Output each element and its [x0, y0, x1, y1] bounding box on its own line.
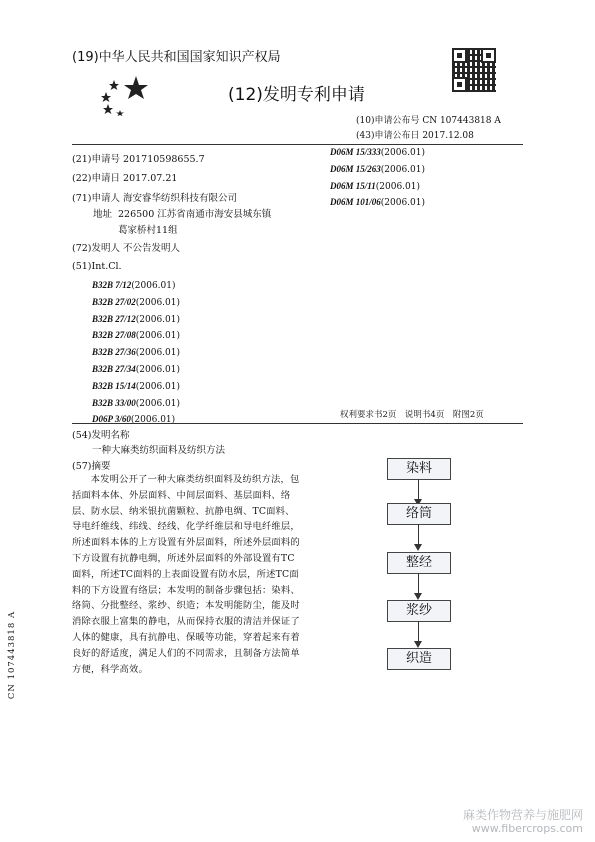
- address-line-1: 226500 江苏省南通市海安县城东镇: [118, 209, 272, 220]
- flow-step-warping: 整经: [387, 552, 451, 574]
- ipc-entry: D06M 15/263(2006.01): [330, 163, 426, 175]
- flow-step-winding: 络筒: [387, 503, 451, 525]
- stars-emblem-icon: [98, 74, 158, 116]
- flow-step-dye: 染料: [387, 458, 451, 480]
- page-count-note: 权利要求书2页 说明书4页 附图2页: [340, 410, 484, 420]
- ipc-entry: B32B 7/12(2006.01): [92, 280, 176, 291]
- qr-code-icon: [452, 48, 496, 92]
- ipc-entry: D06P 3/60(2006.01): [92, 414, 176, 426]
- publication-date: (43)申请公布日 2017.12.08: [356, 131, 474, 141]
- ipc-entry: B32B 27/08(2006.01): [92, 330, 181, 342]
- ipc-list-right: [330, 145, 425, 212]
- application-number: (21)申请号 201710598655.7: [72, 154, 205, 165]
- flow-step-sizing: 浆纱: [387, 600, 451, 622]
- abstract-text: 本发明公开了一种大麻类纺织面料及纺织方法，包括面料本体、外层面料、中间层面料、基层面料、络层、防水层、纳米银抗菌颗粒、抗静电绸、TC面料、导电纤维线、纬线、经线、化学纤维层和导电纤维层，所述面料本体的上方设置有外层面料，所述外层面料的下方设置有抗静电绸，所述外层面料的外部设置有TC面料，所述TC面料的上表面设置有防水层，所述TC面料的下方设置有络层；本发明的制备步骤包括：染料、络筒、分批整经、浆纱、织造；本发明能防尘，能及时消除衣服上富集的静电，从而保持衣服的清洁并保证了人体的健康，具有抗静电、保暖等功能，穿着起来有着良好的舒适度，满足人们的不同需求，且制备方法简单方便，科学高效。: [72, 474, 300, 675]
- invention-title: 一种大麻类纺织面料及纺织方法: [92, 445, 226, 456]
- document-type-title: (12)发明专利申请: [228, 85, 365, 105]
- ipc-entry: B32B 33/00(2006.01): [92, 397, 181, 409]
- side-publication-number: CN 107443818 A: [7, 610, 18, 700]
- ipc-entry: B32B 15/14(2006.01): [92, 380, 181, 392]
- section-divider: [72, 423, 523, 424]
- ipc-entry: B32B 27/36(2006.01): [92, 347, 181, 359]
- ipc-entry: B32B 27/34(2006.01): [92, 363, 181, 375]
- address-label: 地址: [93, 209, 113, 220]
- ipc-entry: D06M 15/11(2006.01): [330, 180, 421, 192]
- patent-office-heading: (19)中华人民共和国国家知识产权局: [72, 50, 281, 65]
- inventor: (72)发明人 不公告发明人: [72, 243, 181, 254]
- ipc-entry: D06M 101/06(2006.01): [330, 197, 426, 209]
- application-date: (22)申请日 2017.07.21: [72, 173, 178, 184]
- abstract-label: (57)摘要: [72, 461, 111, 472]
- header-divider: [72, 144, 523, 145]
- flow-step-weaving: 织造: [387, 648, 451, 670]
- applicant: (71)申请人 海安睿华纺织科技有限公司: [72, 193, 238, 204]
- publication-number: (10)申请公布号 CN 107443818 A: [356, 116, 501, 126]
- invention-title-label: (54)发明名称: [72, 430, 130, 441]
- watermark-url: www.fibercrops.com: [471, 822, 583, 835]
- ipc-entry: D06M 15/333(2006.01): [330, 147, 426, 158]
- ipc-list-left: [92, 278, 180, 429]
- address-line-2: 葛家桥村11组: [118, 225, 178, 236]
- watermark-text: 麻类作物营养与施肥网: [462, 808, 583, 822]
- ipc-entry: B32B 27/12(2006.01): [92, 313, 181, 325]
- int-cl-label: (51)Int.Cl.: [72, 261, 122, 272]
- ipc-entry: B32B 27/02(2006.01): [92, 296, 181, 308]
